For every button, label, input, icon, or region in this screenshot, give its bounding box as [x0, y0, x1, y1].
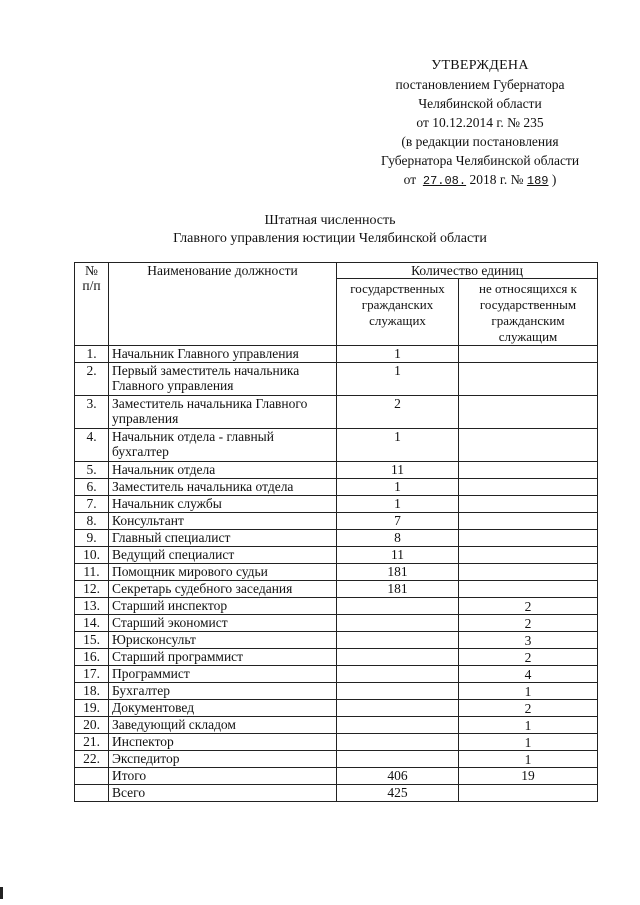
- header-civil: государственных гражданских служащих: [337, 279, 459, 346]
- title-line-1: Штатная численность: [264, 213, 396, 228]
- table-row: [75, 346, 598, 363]
- row-civil: [337, 734, 459, 751]
- row-num: 9.: [75, 530, 109, 547]
- row-noncivil: [459, 479, 598, 496]
- row-noncivil: [459, 564, 598, 581]
- row-name: Начальник службы: [109, 496, 337, 513]
- row-noncivil: 1: [459, 751, 598, 768]
- approval-date-line: [360, 170, 600, 191]
- row-civil: 1: [337, 346, 459, 363]
- row-name: Начальник Главного управления: [109, 346, 337, 363]
- header-name: Наименование должности: [109, 263, 337, 346]
- row-num: 11.: [75, 564, 109, 581]
- row-num: 15.: [75, 632, 109, 649]
- table-row: [75, 700, 598, 717]
- row-civil: [337, 666, 459, 683]
- row-noncivil: [459, 363, 598, 396]
- row-num: 18.: [75, 683, 109, 700]
- row-name: Юрисконсульт: [109, 632, 337, 649]
- approval-line-5: Губернатора Челябинской области: [380, 153, 580, 168]
- row-name: Заместитель начальника Главного управления: [109, 396, 337, 429]
- table-row: [75, 734, 598, 751]
- row-noncivil: [459, 547, 598, 564]
- row-num: 3.: [75, 396, 109, 429]
- table-row: [75, 598, 598, 615]
- approval-line-1: постановлением Губернатора: [395, 77, 565, 92]
- row-num: 14.: [75, 615, 109, 632]
- header-num: № п/п: [75, 263, 109, 346]
- row-num: 12.: [75, 581, 109, 598]
- row-name: Заместитель начальника отдела: [109, 479, 337, 496]
- row-num: 4.: [75, 429, 109, 462]
- row-noncivil: [459, 462, 598, 479]
- row-noncivil: [459, 496, 598, 513]
- row-civil: 1: [337, 363, 459, 396]
- row-civil: 181: [337, 581, 459, 598]
- row-num: 1.: [75, 346, 109, 363]
- row-name: Старший экономист: [109, 615, 337, 632]
- date-fill: 27.08.: [422, 174, 467, 188]
- approval-line-2: Челябинской области: [418, 96, 542, 111]
- row-noncivil: 2: [459, 598, 598, 615]
- row-noncivil: 2: [459, 649, 598, 666]
- table-row: [75, 496, 598, 513]
- table-row: [75, 396, 598, 429]
- row-civil: 2: [337, 396, 459, 429]
- table-row: [75, 363, 598, 396]
- total-num: [75, 768, 109, 785]
- row-noncivil: 1: [459, 734, 598, 751]
- date-prefix: от: [403, 172, 417, 187]
- table-row: [75, 479, 598, 496]
- table-row: [75, 751, 598, 768]
- row-civil: 1: [337, 496, 459, 513]
- approval-heading: УТВЕРЖДЕНА: [431, 58, 529, 73]
- staff-table: [74, 262, 598, 802]
- row-noncivil: [459, 513, 598, 530]
- table-row: [75, 615, 598, 632]
- row-name: Инспектор: [109, 734, 337, 751]
- row-civil: 1: [337, 479, 459, 496]
- row-noncivil: [459, 346, 598, 363]
- date-mid: 2018 г. №: [469, 172, 524, 187]
- table-row: [75, 632, 598, 649]
- table-body: [75, 346, 598, 768]
- row-num: 22.: [75, 751, 109, 768]
- row-name: Помощник мирового судьи: [109, 564, 337, 581]
- row-num: 5.: [75, 462, 109, 479]
- scan-edge-mark: [0, 887, 3, 899]
- row-num: 6.: [75, 479, 109, 496]
- row-civil: 1: [337, 429, 459, 462]
- table-row: [75, 649, 598, 666]
- table-row: [75, 581, 598, 598]
- row-civil: [337, 683, 459, 700]
- row-civil: 7: [337, 513, 459, 530]
- row-name: Заведующий складом: [109, 717, 337, 734]
- header-count: Количество единиц: [337, 263, 598, 279]
- total-civil: 406: [337, 768, 459, 785]
- total-label: Итого: [109, 768, 337, 785]
- date-suffix: ): [551, 172, 557, 187]
- grand-num: [75, 785, 109, 802]
- row-civil: [337, 700, 459, 717]
- table-totals: [75, 768, 598, 802]
- row-name: Программист: [109, 666, 337, 683]
- row-noncivil: 3: [459, 632, 598, 649]
- table-row: [75, 513, 598, 530]
- row-name: Документовед: [109, 700, 337, 717]
- table-row: [75, 683, 598, 700]
- row-noncivil: 4: [459, 666, 598, 683]
- row-num: 10.: [75, 547, 109, 564]
- row-name: Старший программист: [109, 649, 337, 666]
- row-num: 2.: [75, 363, 109, 396]
- row-num: 19.: [75, 700, 109, 717]
- row-noncivil: 2: [459, 700, 598, 717]
- row-name: Начальник отдела - главный бухгалтер: [109, 429, 337, 462]
- row-civil: 11: [337, 462, 459, 479]
- table-row: [75, 429, 598, 462]
- row-name: Старший инспектор: [109, 598, 337, 615]
- row-name: Экспедитор: [109, 751, 337, 768]
- grand-label: Всего: [109, 785, 337, 802]
- table-row: [75, 462, 598, 479]
- row-civil: 11: [337, 547, 459, 564]
- row-num: 7.: [75, 496, 109, 513]
- row-noncivil: [459, 396, 598, 429]
- row-civil: [337, 598, 459, 615]
- row-name: Консультант: [109, 513, 337, 530]
- row-num: 21.: [75, 734, 109, 751]
- row-noncivil: 1: [459, 717, 598, 734]
- number-fill: 189: [526, 174, 549, 188]
- row-civil: [337, 632, 459, 649]
- row-civil: 181: [337, 564, 459, 581]
- row-noncivil: 2: [459, 615, 598, 632]
- row-num: 16.: [75, 649, 109, 666]
- total-noncivil: 19: [459, 768, 598, 785]
- grand-empty: [459, 785, 598, 802]
- row-name: Секретарь судебного заседания: [109, 581, 337, 598]
- row-name: Начальник отдела: [109, 462, 337, 479]
- row-name: Бухгалтер: [109, 683, 337, 700]
- header-noncivil: не относящихся к государственным гражданским служащим: [459, 279, 598, 346]
- table-row: [75, 530, 598, 547]
- approval-line-3: от 10.12.2014 г. № 235: [416, 115, 544, 130]
- table-row: [75, 564, 598, 581]
- table-row: [75, 717, 598, 734]
- row-civil: [337, 649, 459, 666]
- table-row: [75, 547, 598, 564]
- row-num: 13.: [75, 598, 109, 615]
- row-noncivil: [459, 581, 598, 598]
- row-num: 20.: [75, 717, 109, 734]
- title-line-2: Главного управления юстиции Челябинской области: [173, 231, 487, 246]
- row-noncivil: 1: [459, 683, 598, 700]
- approval-line-4: (в редакции постановления: [401, 134, 559, 149]
- row-noncivil: [459, 429, 598, 462]
- row-num: 8.: [75, 513, 109, 530]
- row-name: Ведущий специалист: [109, 547, 337, 564]
- table-row: [75, 666, 598, 683]
- row-civil: [337, 717, 459, 734]
- approval-stamp: [360, 56, 600, 191]
- row-name: Главный специалист: [109, 530, 337, 547]
- row-noncivil: [459, 530, 598, 547]
- document-title: [140, 212, 520, 248]
- grand-value: 425: [337, 785, 459, 802]
- row-civil: 8: [337, 530, 459, 547]
- row-num: 17.: [75, 666, 109, 683]
- row-name: Первый заместитель начальника Главного управления: [109, 363, 337, 396]
- row-civil: [337, 751, 459, 768]
- row-civil: [337, 615, 459, 632]
